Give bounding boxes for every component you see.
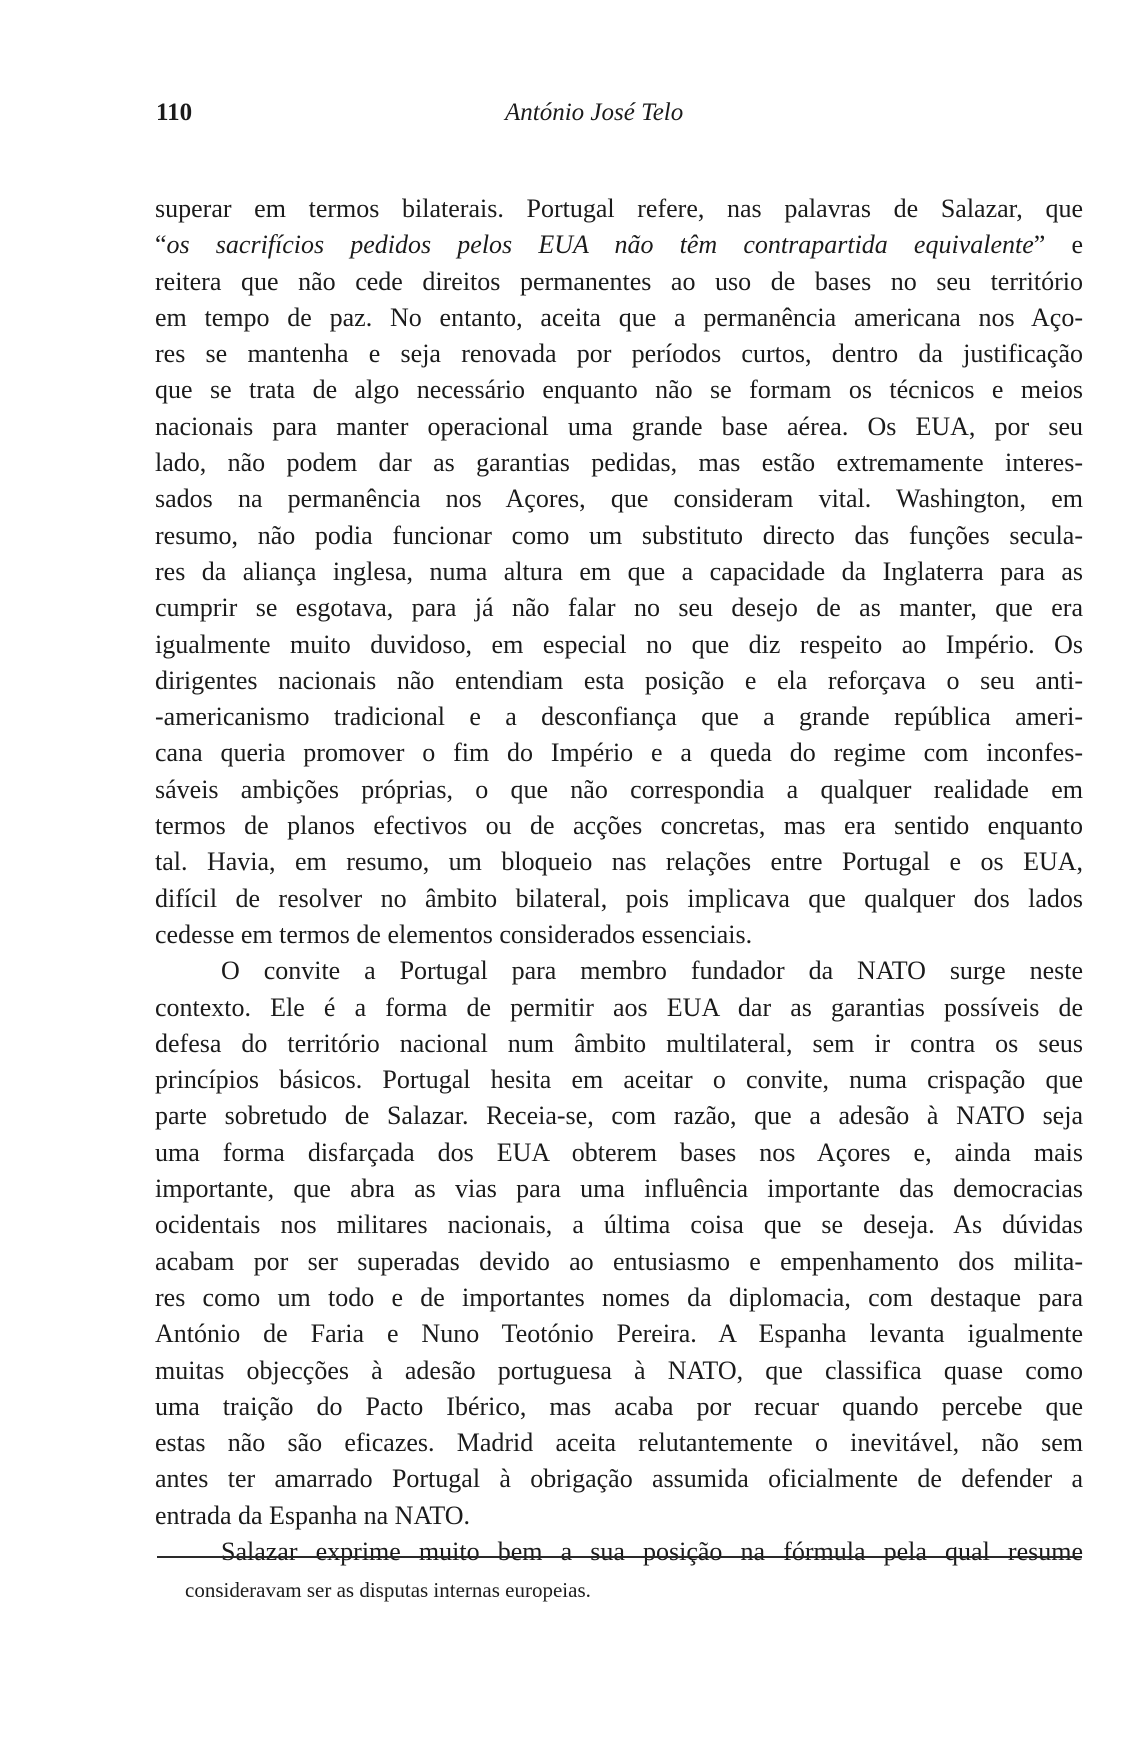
running-head: António José Telo (505, 99, 684, 126)
page-number: 110 (156, 99, 193, 126)
italic-quote: os sacrifícios pedidos pelos EUA não têm contrapartida equivalente (166, 230, 1034, 260)
text-line: parte sobretudo de Salazar. Receia-se, com razão, que a adesão à NATO seja (155, 1101, 1083, 1131)
text-line: sados na permanência nos Açores, que consideram vital. Washington, em (155, 484, 1083, 514)
text-line: cedesse em termos de elementos considerados essenciais. (155, 919, 753, 949)
text-line: uma forma disfarçada dos EUA obterem bases nos Açores e, ainda mais (155, 1137, 1083, 1167)
text-line: difícil de resolver no âmbito bilateral, pois implicava que qualquer dos lados (155, 883, 1083, 913)
text-line: res como um todo e de importantes nomes da diplomacia, com destaque para (155, 1282, 1083, 1312)
text-line: que se trata de algo necessário enquanto não se formam os técnicos e meios (155, 375, 1083, 405)
text-line: -americanismo tradicional e a desconfiança que a grande república ameri- (155, 702, 1083, 732)
open-quote: “ (155, 230, 167, 260)
text-line: uma traição do Pacto Ibérico, mas acaba por recuar quando percebe que (155, 1391, 1083, 1421)
text-line: reitera que não cede direitos permanentes ao uso de bases no seu território (155, 266, 1083, 296)
text-line: nacionais para manter operacional uma grande base aérea. Os EUA, por seu (155, 411, 1083, 441)
text-line: sáveis ambições próprias, o que não correspondia a qualquer realidade em (155, 774, 1083, 804)
text-line: acabam por ser superadas devido ao entusiasmo e empenhamento dos milita- (155, 1246, 1083, 1276)
text-line: muitas objecções à adesão portuguesa à NATO, que classifica quase como (155, 1355, 1083, 1385)
text-line: entrada da Espanha na NATO. (155, 1500, 471, 1530)
text-line: estas não são eficazes. Madrid aceita relutantemente o inevitável, não sem (155, 1428, 1083, 1458)
text-line: igualmente muito duvidoso, em especial no que diz respeito ao Império. Os (155, 629, 1083, 659)
text-line: resumo, não podia funcionar como um substituto directo das funções secula- (155, 520, 1083, 550)
text-line: ocidentais nos militares nacionais, a última coisa que se deseja. As dúvidas (155, 1210, 1083, 1240)
footnote-rule (157, 1556, 1082, 1558)
text-line: defesa do território nacional num âmbito multilateral, sem ir contra os seus (155, 1028, 1083, 1058)
body-text (155, 191, 1083, 1570)
text-line: cana queria promover o fim do Império e a queda do regime com inconfes- (155, 738, 1083, 768)
text-line: res da aliança inglesa, numa altura em que a capacidade da Inglaterra para as (155, 556, 1083, 586)
text-line: Salazar exprime muito bem a sua posição na fórmula pela qual resume (221, 1536, 1083, 1566)
text-line: princípios básicos. Portugal hesita em aceitar o convite, numa crispação que (155, 1065, 1083, 1095)
text-line: cumprir se esgotava, para já não falar no seu desejo de as manter, que era (155, 593, 1083, 623)
text-line: O convite a Portugal para membro fundador da NATO surge neste (221, 956, 1083, 986)
text-line: res se mantenha e seja renovada por períodos curtos, dentro da justificação (155, 339, 1083, 369)
close-quote: ” e (1033, 230, 1083, 260)
text-line: importante, que abra as vias para uma influência importante das democracias (155, 1174, 1083, 1204)
text-line: contexto. Ele é a forma de permitir aos EUA dar as garantias possíveis de (155, 992, 1083, 1022)
text-line: dirigentes nacionais não entendiam esta posição e ela reforçava o seu anti- (155, 665, 1083, 695)
text-line: termos de planos efectivos ou de acções concretas, mas era sentido enquanto (155, 811, 1083, 841)
text-line: tal. Havia, em resumo, um bloqueio nas relações entre Portugal e os EUA, (155, 847, 1083, 877)
text-line: lado, não podem dar as garantias pedidas, mas estão extremamente interes- (155, 448, 1083, 478)
text-line: em tempo de paz. No entanto, aceita que a permanência americana nos Aço- (155, 302, 1083, 332)
text-line (155, 227, 1083, 263)
text-line: António de Faria e Nuno Teotónio Pereira. A Espanha levanta igualmente (155, 1319, 1083, 1349)
text-line: superar em termos bilaterais. Portugal refere, nas palavras de Salazar, que (155, 194, 1083, 223)
footnote: consideravam ser as disputas internas europeias. (185, 1578, 591, 1602)
text-line: antes ter amarrado Portugal à obrigação assumida oficialmente de defender a (155, 1464, 1083, 1494)
